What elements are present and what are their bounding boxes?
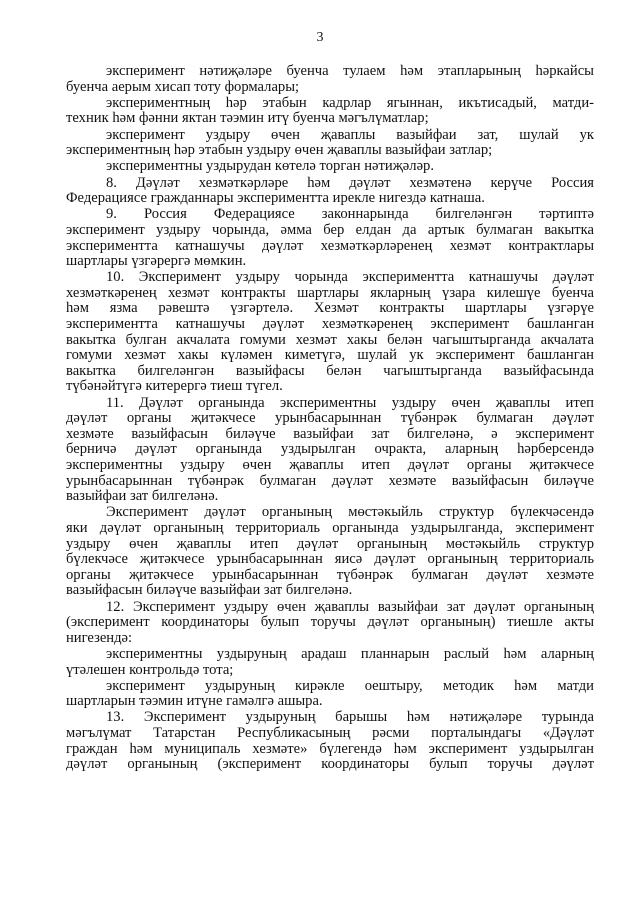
paragraph (66, 647, 594, 678)
text-line: вакытка булган акчалата гомуми хезмәт хакы белән чагыштырганда акчалата (66, 331, 594, 348)
text-line: Федерациясе гражданнары экспериментта ирекле нигездә катнаша. (66, 190, 485, 207)
text-line: эксперимент нәтиҗәләре буенча тулаем һәм этапларының һәркайсы (106, 63, 594, 79)
text-line: эксперимент уздыруның кирәкле оештыру, методик һәм матди (106, 677, 594, 694)
text-line: экспериментның һәр этабын кадрлар ягыннан, икътисадый, матди- (106, 94, 594, 111)
text-line: буенча аерым хисап тоту формалары; (66, 78, 300, 95)
text-line: экспериментның һәр этабын уздыру өчен җаваплы вазыйфаи затлар; (66, 142, 493, 159)
paragraph (66, 710, 594, 772)
text-line: 13. Эксперимент уздыруның барышы һәм нәтиҗәләре турында (106, 709, 594, 726)
text-line: эксперимент уздыру өчен җаваплы вазыйфаи зат, шулай ук (106, 126, 594, 143)
paragraph (66, 600, 594, 647)
text-line: берничә дәүләт органында уздырылган очракта, аларның һәрберсендә (66, 441, 594, 458)
text-line: яки дәүләт органының территориаль органында уздырылганда, эксперимент (66, 519, 594, 536)
text-line: экспериментта катнашучы дәүләт хезмәткәренең эксперимент башланган (66, 316, 594, 333)
text-line: нигезендә: (66, 629, 133, 646)
text-line: хезмәте вазыйфасын биләүче вазыйфаи зат билгеләнә, ә эксперимент (66, 425, 594, 442)
text-line: вазыйфасын биләүче вазыйфаи зат билгеләнә. (66, 582, 353, 599)
text-line: 9. Россия Федерациясе законнарында билгеләнгән тәртиптә (106, 206, 594, 223)
text-line: экспериментны уздыру өчен җаваплы итеп дәүләт органы җитәкчесе (66, 457, 594, 473)
text-line: органы җитәкчесе урынбасарыннан түбәнрәк булмаган дәүләт хезмәте (66, 566, 594, 583)
text-line: бүлекчәсе җитәкчесе урынбасарыннан яисә дәүләт органының территориаль (66, 551, 594, 568)
text-line: экспериментны уздырудан көтелә торган нәтиҗәләр. (106, 158, 434, 175)
paragraph (66, 159, 594, 175)
document-body (66, 64, 594, 773)
paragraph (66, 505, 594, 599)
text-line: экспериментта катнашучы дәүләт хезмәткәрләренең хезмәт контрактлары (66, 237, 594, 254)
text-line: гомуми хезмәт хакы күләмен киметүгә, шулай ук эксперимент башланган (66, 347, 594, 364)
paragraph (66, 176, 594, 207)
text-line: хезмәткәренең хезмәт контракты шартлары якларның үзара килешүе буенча (66, 284, 594, 301)
text-line: уздыру өчен җаваплы итеп дәүләт органының мөстәкыйль структур (66, 535, 594, 552)
paragraph (66, 64, 594, 95)
text-line: 10. Эксперимент уздыру чорында экспериментта катнашучы дәүләт (106, 269, 594, 286)
text-line: вакытка билгеләнгән вазыйфасы белән чагыштырганда вазыйфасында (66, 362, 594, 379)
text-line: урынбасарыннан түбәнрәк булмаган дәүләт хезмәте вазыйфасын биләүче (66, 472, 594, 489)
text-line: мәгълүмат Татарстан Республикасының рәсми порталындагы «Дәүләт (66, 725, 594, 742)
paragraph (66, 396, 594, 505)
text-line: һәм язма рәвештә үзгәртелә. Хезмәт контракты шартлары үзгәрүе (66, 300, 594, 317)
text-line: үтәлешен контрольдә тота; (66, 661, 234, 678)
paragraph (66, 679, 594, 710)
page-number: 3 (316, 30, 324, 45)
text-line: шартлары үзгәрергә мөмкин. (66, 253, 247, 270)
paragraph (66, 207, 594, 269)
text-line: 8. Дәүләт хезмәткәрләре һәм дәүләт хезмәтенә керүче Россия (106, 174, 594, 191)
text-line: 12. Эксперимент уздыру өчен җаваплы вазыйфаи зат дәүләт органының (106, 598, 594, 615)
text-line: экспериментны уздыруның арадаш планнарын раслый һәм аларның (106, 645, 594, 662)
text-line: граждан һәм муниципаль хезмәте» бүлегендә һәм эксперимент уздырылган (66, 740, 594, 757)
text-line: дәүләт органы җитәкчесе урынбасарыннан түбәнрәк булмаган дәүләт (66, 410, 594, 427)
text-line: эксперимент уздыру чорында, әмма бер елдан да артык булмаган вакытка (66, 221, 594, 238)
text-line: техник һәм фәнни яктан тәэмин итү буенча мәгълүматлар; (66, 110, 429, 127)
text-line: Эксперимент дәүләт органының мөстәкыйль структур бүлекчәсендә (106, 504, 594, 521)
paragraph (66, 270, 594, 395)
text-line: шартларын тәэмин итүне гамәлгә ашыра. (66, 693, 323, 710)
text-line: вазыйфаи зат билгеләнә. (66, 488, 219, 505)
paragraph (66, 96, 594, 127)
text-line: 11. Дәүләт органында экспериментны уздыру өчен җаваплы итеп (106, 394, 594, 411)
paragraph (66, 128, 594, 159)
text-line: (эксперимент координаторы булып торучы дәүләт органының) тиешле акты (66, 614, 594, 631)
text-line: дәүләт органының (эксперимент координаторы булып торучы дәүләт (66, 756, 594, 773)
text-line: түбәнәйтүгә китерергә тиеш түгел. (66, 378, 283, 395)
